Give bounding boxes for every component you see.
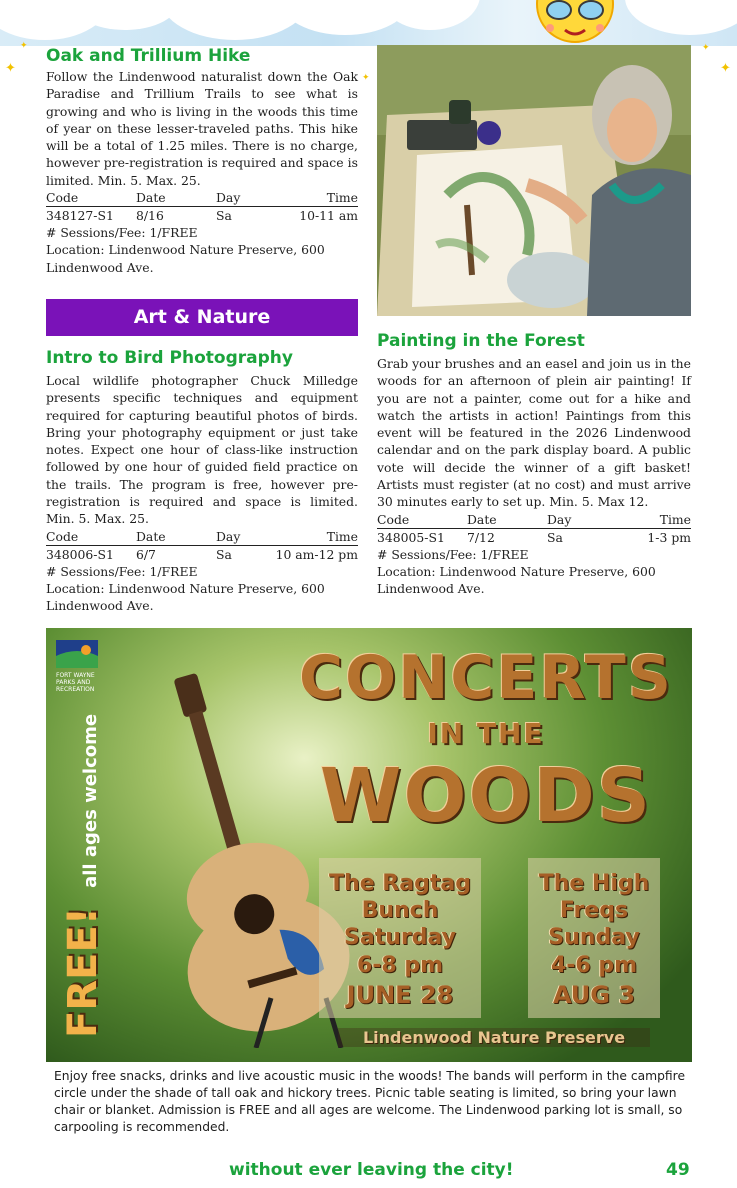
col-code: Code [46, 528, 79, 544]
bird-photo-location: Location: Lindenwood Nature Preserve, 600 Lindenwood Ave. [46, 580, 325, 614]
bird-photo-section [46, 348, 358, 615]
col-time: Time [659, 511, 691, 527]
logo-line: RECREATION [56, 686, 95, 693]
art-nature-banner: Art & Nature [46, 299, 358, 336]
logo-line: FORT WAYNE [56, 672, 95, 679]
band-2-date: AUG 3 [552, 981, 636, 1009]
cell-time: 10-11 am [299, 208, 358, 224]
col-date: Date [467, 511, 497, 527]
band-2-box [528, 858, 660, 1018]
concert-description: Enjoy free snacks, drinks and live acoustic music in the woods! The bands will perform in the campfire circle under the shade of tall oak and hickory trees. Picnic table seating is limited, so bring your lawn chair or blanket. Admission is FREE and all ages are welcome. The Lindenwood parking lot is small, so carpooling is recommended. [54, 1069, 686, 1134]
cell-date: 6/7 [136, 546, 156, 562]
cell-date: 8/16 [136, 208, 164, 224]
col-date: Date [136, 528, 166, 544]
star-icon: ✦ [362, 73, 370, 83]
painting-title: Painting in the Forest [377, 331, 585, 351]
free-vertical-label [60, 714, 106, 1038]
bird-photo-table-row [46, 546, 358, 563]
painter-illustration [377, 45, 691, 316]
bird-photo-sessions: # Sessions/Fee: 1/FREE [46, 563, 198, 579]
band-1-day: Saturday [344, 925, 456, 950]
band-1-name-line2: Bunch [361, 898, 439, 923]
band-2-name-line2: Freqs [559, 898, 629, 923]
cell-day: Sa [547, 529, 563, 545]
col-time: Time [326, 190, 358, 206]
free-text: FREE! [60, 906, 106, 1038]
bird-photo-title: Intro to Bird Photography [46, 348, 293, 368]
oak-hike-table-row [46, 207, 358, 224]
parks-logo-icon [56, 640, 98, 668]
bird-photo-description: Local wildlife photographer Chuck Milledge presents specific techniques and equipment required for capturing beautiful photos of birds. Bring your photography equipment or just take notes. Expect one hour of class-like instruction followed by one hour of guided field practice on the trails. The program is free, however pre-registration is required and space is limited. Min. 5. Max. 25. [46, 373, 358, 527]
cell-day: Sa [216, 208, 232, 224]
cell-code: 348127-S1 [46, 208, 114, 224]
col-day: Day [547, 511, 572, 527]
col-time: Time [326, 528, 358, 544]
band-1-name-line1: The Ragtag [329, 871, 471, 896]
painting-location: Location: Lindenwood Nature Preserve, 600 Lindenwood Ave. [377, 563, 656, 597]
poster-title-woods: WOODS [319, 753, 653, 839]
painting-table-row [377, 529, 691, 546]
logo-line: PARKS AND [56, 679, 91, 686]
poster-title-in-the: IN THE [427, 717, 545, 750]
oak-hike-title: Oak and Trillium Hike [46, 46, 251, 66]
col-code: Code [46, 190, 79, 206]
footer-tagline: without ever leaving the city! [229, 1160, 514, 1180]
oak-hike-table-header [46, 189, 358, 207]
cell-time: 10 am-12 pm [275, 546, 358, 562]
band-1-box [319, 858, 481, 1018]
cell-time: 1-3 pm [647, 529, 691, 545]
cell-code: 348006-S1 [46, 546, 114, 562]
painting-photo [377, 45, 691, 316]
venue-label: Lindenwood Nature Preserve [338, 1028, 650, 1047]
painting-section [377, 331, 691, 598]
col-date: Date [136, 190, 166, 206]
col-day: Day [216, 528, 241, 544]
star-icon: ✦ [20, 41, 28, 51]
parks-logo [56, 640, 108, 693]
cell-code: 348005-S1 [377, 529, 445, 545]
concert-poster [46, 628, 692, 1062]
cell-date: 7/12 [467, 529, 495, 545]
painting-sessions: # Sessions/Fee: 1/FREE [377, 546, 529, 562]
band-2-name-line1: The High [538, 871, 650, 896]
band-2-day: Sunday [548, 925, 640, 950]
painting-table-header [377, 511, 691, 529]
cell-day: Sa [216, 546, 232, 562]
oak-hike-description: Follow the Lindenwood naturalist down the Oak Paradise and Trillium Trails to see what is growing and who is living in the woods this time of year on these lesser-traveled paths. This hike will be a total of 1.25 miles. There is no charge, however pre-registration is required and space is limited. Min. 5. Max. 25. [46, 69, 358, 188]
star-icon: ✦ [5, 61, 16, 76]
painting-description: Grab your brushes and an easel and join us in the woods for an afternoon of plein air painting! If you are not a painter, come out for a hike and watch the artists in action! Paintings from this event will be featured in the 2026 Lindenwood calendar and on the park display board. A public vote will decide the winner of a gift basket! Artists must register (at no cost) and must arrive 30 minutes early to set up. Min. 5. Max 12. [377, 356, 691, 510]
oak-hike-location: Location: Lindenwood Nature Preserve, 600 Lindenwood Ave. [46, 242, 325, 275]
col-day: Day [216, 190, 241, 206]
band-2-time: 4-6 pm [550, 953, 638, 978]
oak-hike-section [46, 46, 358, 276]
bird-photo-table-header [46, 528, 358, 546]
band-1-time: 6-8 pm [356, 953, 444, 978]
page-number: 49 [666, 1160, 690, 1180]
sun-icon [515, 0, 635, 48]
all-ages-text: all ages welcome [80, 713, 101, 888]
col-code: Code [377, 511, 410, 527]
star-icon: ✦ [702, 43, 710, 53]
band-1-date: JUNE 28 [346, 981, 454, 1009]
poster-title-concerts: CONCERTS [299, 643, 673, 713]
oak-hike-sessions: # Sessions/Fee: 1/FREE [46, 225, 198, 241]
star-icon: ✦ [720, 61, 731, 76]
